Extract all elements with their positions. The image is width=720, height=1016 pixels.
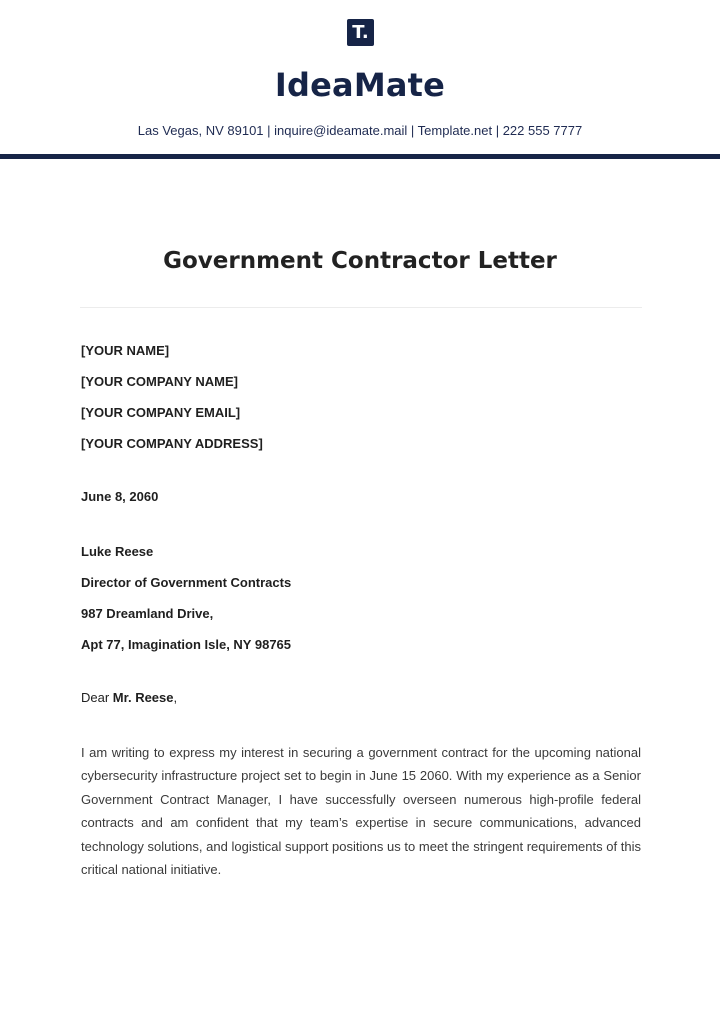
salutation-name: Mr. Reese	[112, 690, 174, 705]
document-title: Government Contractor Letter	[163, 248, 557, 274]
sender-email: [YOUR COMPANY EMAIL]	[81, 405, 241, 420]
recipient-block	[81, 543, 641, 667]
recipient-city: Apt 77, Imagination Isle, NY 98765	[81, 637, 292, 652]
sender-block	[81, 342, 641, 466]
letterhead	[0, 0, 720, 160]
sender-name: [YOUR NAME]	[81, 343, 170, 358]
recipient-title: Director of Government Contracts	[81, 575, 292, 590]
brand-name: IdeaMate	[274, 66, 446, 104]
salutation-prefix: Dear	[81, 690, 113, 705]
contact-line: Las Vegas, NV 89101 | inquire@ideamate.mail | Template.net | 222 555 7777	[137, 123, 583, 138]
header-divider	[0, 154, 720, 159]
sender-address: [YOUR COMPANY ADDRESS]	[81, 436, 263, 451]
letter-date: June 8, 2060	[81, 489, 159, 504]
recipient-street: 987 Dreamland Drive,	[81, 606, 214, 621]
salutation	[81, 690, 641, 705]
date-block	[81, 488, 641, 519]
salutation-suffix: ,	[173, 690, 178, 705]
title-divider	[80, 307, 642, 308]
brand-logo-icon: T.	[347, 19, 374, 46]
sender-company: [YOUR COMPANY NAME]	[81, 374, 238, 389]
recipient-name: Luke Reese	[81, 544, 154, 559]
body-paragraph: I am writing to express my interest in securing a government contract for the upcoming national cybersecurity infrastructure project set to begin in June 15 2060. With my experience as a Senior Government Contract Manager, I have successfully overseen numerous high-profile federal contracts and am confident that my team’s expertise in secure communications, advanced technology solutions, and logistical support positions us to meet the stringent requirements of this critical national initiative.	[81, 745, 641, 878]
